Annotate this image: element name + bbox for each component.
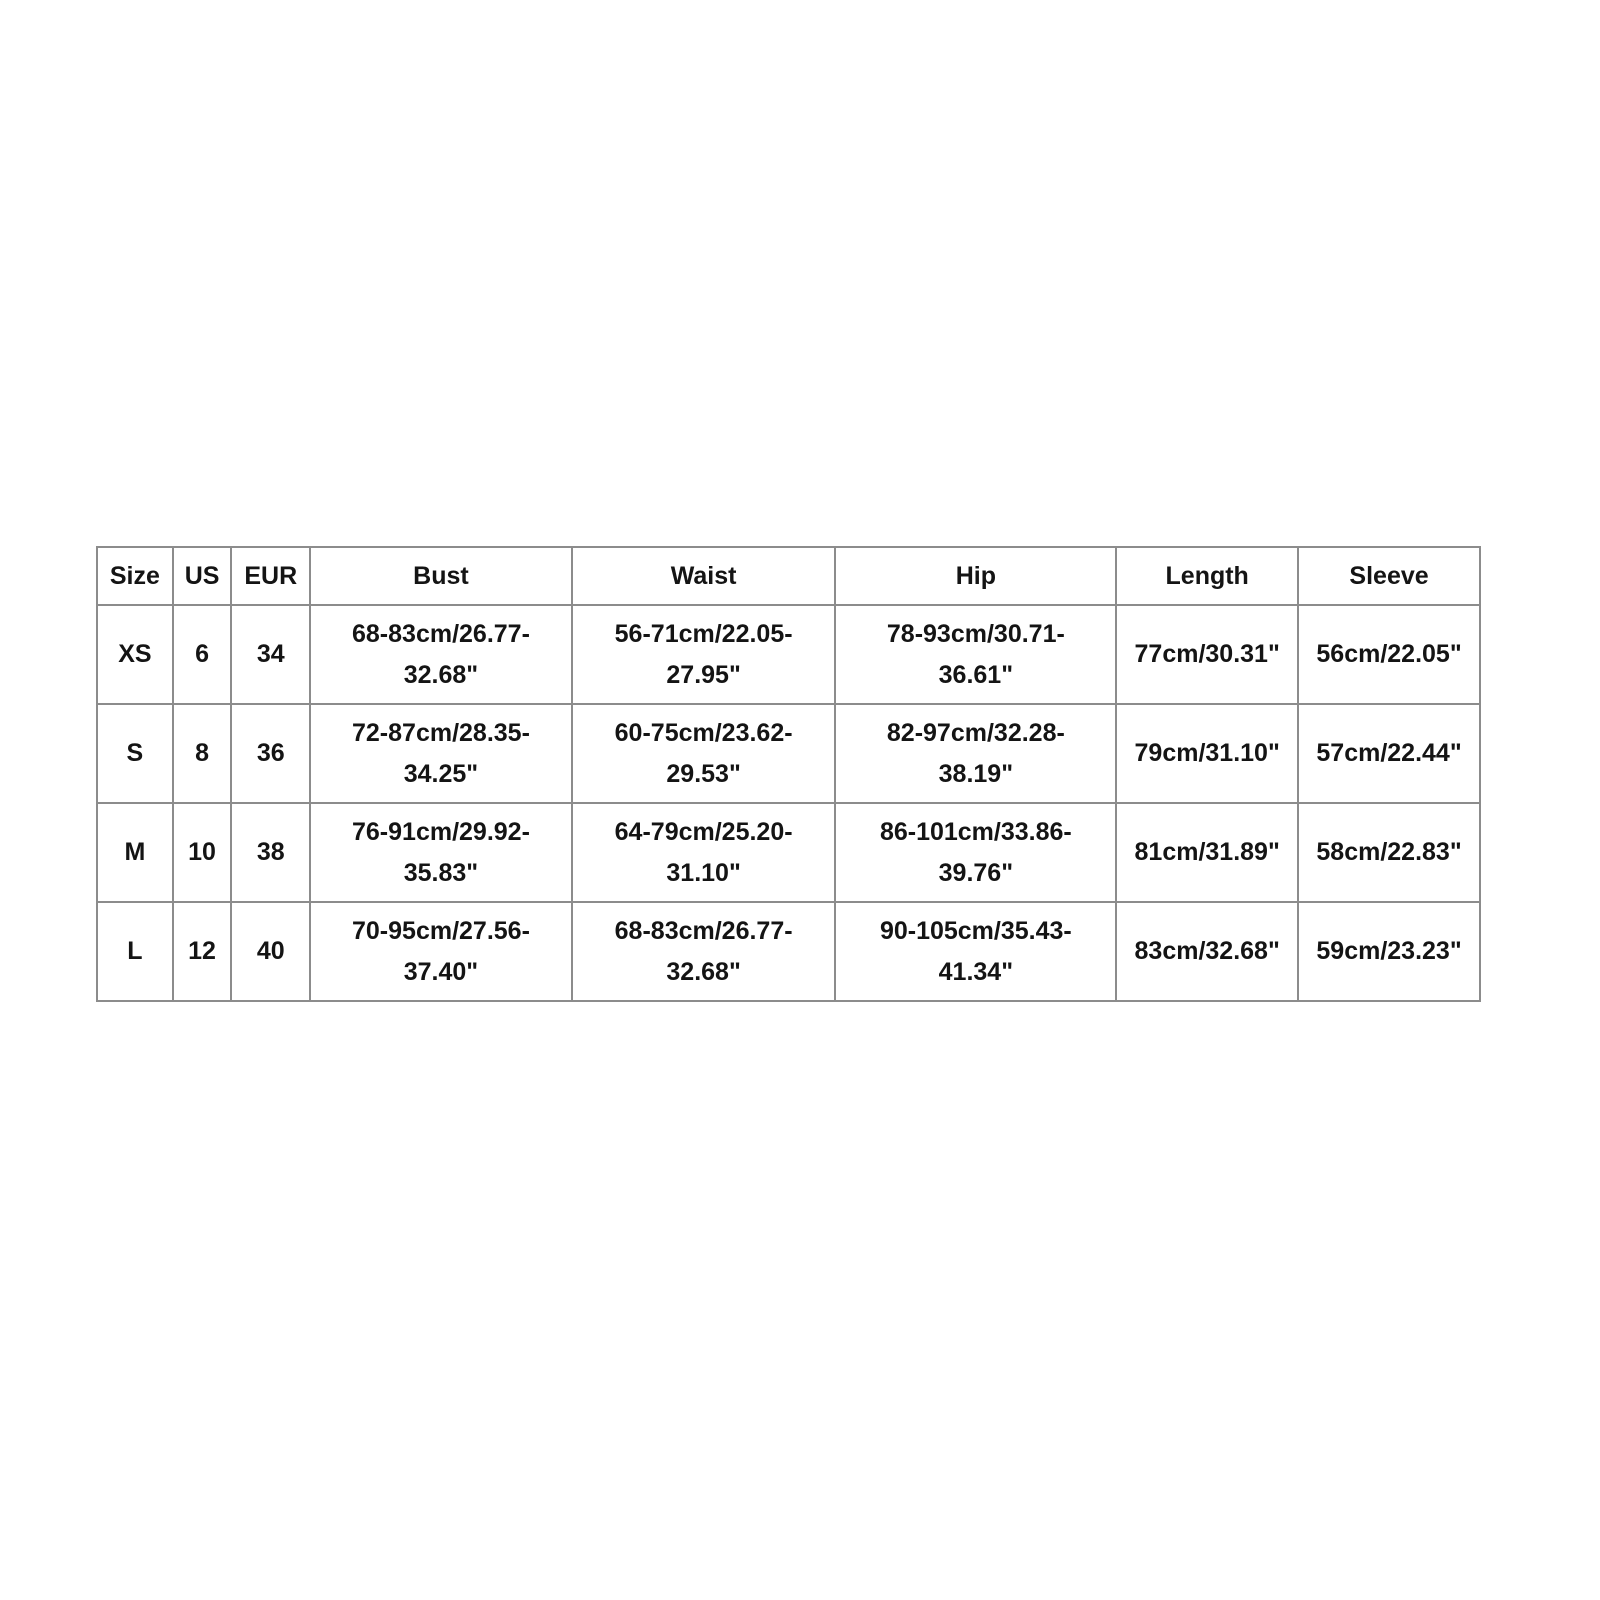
cell-eur: 34 (231, 605, 310, 704)
cell-eur: 36 (231, 704, 310, 803)
cell-hip-line1: 90-105cm/35.43- (879, 916, 1072, 945)
cell-waist (572, 902, 836, 1001)
header-sleeve: Sleeve (1298, 547, 1480, 605)
cell-size: L (97, 902, 173, 1001)
cell-us: 6 (173, 605, 232, 704)
cell-bust (310, 605, 572, 704)
cell-waist (572, 803, 836, 902)
cell-hip-line2: 38.19" (938, 759, 1014, 788)
cell-us: 10 (173, 803, 232, 902)
cell-bust-line2: 37.40" (403, 957, 479, 986)
cell-length: 77cm/30.31" (1116, 605, 1298, 704)
cell-hip-line1: 86-101cm/33.86- (879, 817, 1072, 846)
header-us: US (173, 547, 232, 605)
cell-bust (310, 902, 572, 1001)
cell-waist-line2: 31.10" (666, 858, 741, 887)
cell-length: 79cm/31.10" (1116, 704, 1298, 803)
cell-waist-line1: 64-79cm/25.20- (614, 817, 793, 846)
header-waist: Waist (572, 547, 836, 605)
cell-eur: 40 (231, 902, 310, 1001)
cell-hip-line2: 39.76" (938, 858, 1014, 887)
cell-sleeve: 59cm/23.23" (1298, 902, 1480, 1001)
cell-sleeve: 58cm/22.83" (1298, 803, 1480, 902)
cell-waist-line1: 68-83cm/26.77- (614, 916, 793, 945)
cell-waist-line2: 32.68" (666, 957, 741, 986)
cell-hip (835, 704, 1116, 803)
cell-length: 81cm/31.89" (1116, 803, 1298, 902)
cell-waist-line1: 56-71cm/22.05- (614, 619, 793, 648)
cell-size: M (97, 803, 173, 902)
cell-hip-line1: 82-97cm/32.28- (886, 718, 1065, 747)
cell-waist-line1: 60-75cm/23.62- (614, 718, 793, 747)
cell-hip (835, 902, 1116, 1001)
cell-hip (835, 803, 1116, 902)
cell-waist (572, 605, 836, 704)
cell-waist (572, 704, 836, 803)
cell-hip (835, 605, 1116, 704)
cell-hip-line2: 41.34" (938, 957, 1014, 986)
table-row (97, 704, 1480, 803)
cell-bust-line2: 34.25" (403, 759, 479, 788)
cell-eur: 38 (231, 803, 310, 902)
header-length: Length (1116, 547, 1298, 605)
header-bust: Bust (310, 547, 572, 605)
cell-sleeve: 56cm/22.05" (1298, 605, 1480, 704)
cell-waist-line2: 27.95" (666, 660, 741, 689)
cell-us: 8 (173, 704, 232, 803)
header-row (97, 547, 1480, 605)
cell-hip-line1: 78-93cm/30.71- (886, 619, 1065, 648)
header-eur: EUR (231, 547, 310, 605)
cell-bust-line1: 76-91cm/29.92- (352, 817, 530, 846)
cell-bust-line1: 72-87cm/28.35- (352, 718, 530, 747)
cell-bust-line2: 32.68" (403, 660, 479, 689)
table-row (97, 605, 1480, 704)
cell-size: S (97, 704, 173, 803)
cell-size: XS (97, 605, 173, 704)
cell-bust (310, 803, 572, 902)
header-hip: Hip (835, 547, 1116, 605)
cell-bust-line1: 70-95cm/27.56- (352, 916, 530, 945)
cell-waist-line2: 29.53" (666, 759, 741, 788)
cell-bust-line2: 35.83" (403, 858, 479, 887)
table-row (97, 902, 1480, 1001)
cell-hip-line2: 36.61" (938, 660, 1014, 689)
header-size: Size (97, 547, 173, 605)
cell-bust-line1: 68-83cm/26.77- (352, 619, 530, 648)
cell-sleeve: 57cm/22.44" (1298, 704, 1480, 803)
cell-us: 12 (173, 902, 232, 1001)
cell-length: 83cm/32.68" (1116, 902, 1298, 1001)
cell-bust (310, 704, 572, 803)
table-row (97, 803, 1480, 902)
size-chart-table (96, 546, 1481, 1002)
